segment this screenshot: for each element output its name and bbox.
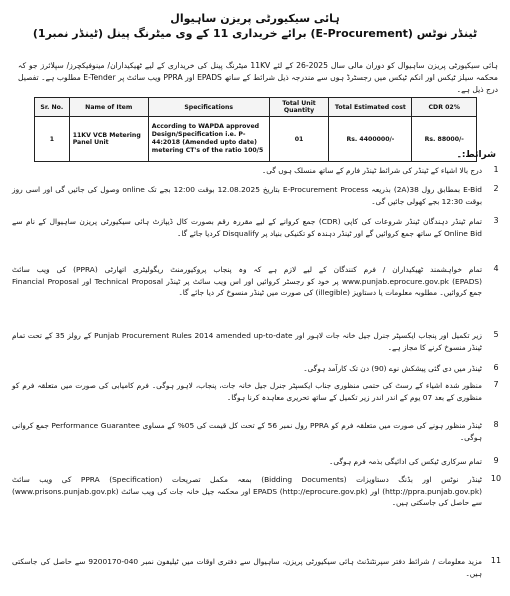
condition-text: ٹینڈر منظور ہونے کی صورت میں متعلقہ فرم کو PPRA رول نمبر 56 کے تحت کل قیمت کی 05% کے مساوی Performance Guarantee جمع کروانی ہوگی۔ [12,421,482,442]
condition-text: تمام خواہشمند ٹھیکیداران / فرم کنندگان کے لیے لازم ہے کہ وہ پنجاب پروکیورمنٹ ریگولیٹری اتھارٹی (PPRA) کی ویب سائٹ www.punjab.eprocure.gov.pk (EPADS) پر خود کو رجسٹر کروائیں اور اس ویب سائٹ پر ٹینڈر Technical Proposal اور Financial Proposal جمع کروائیں۔ مطلوبہ معلومات یا دستاویز (illegible) کی صورت میں ٹینڈر منسوخ کر دیا جائے گا۔ [12,265,482,297]
cell-item-name: 11KV VCB Metering Panel Unit [69,117,148,162]
col-cdr: CDR 02% [412,98,477,117]
col-specifications: Specifications [148,98,269,117]
condition-number: 7 [493,380,499,389]
condition-text: مزید معلومات / شرائط دفتر سپرنٹنڈنٹ ہائی سیکیورٹی پریزن، ساہیوال سے دفتری اوقات میں ٹیلیفون نمبر 040-9200170 سے حاصل کی جاسکتی ہیں۔ [12,557,483,578]
condition-number: 5 [493,330,499,339]
cell-sr: 1 [35,117,70,162]
office-title: ہائی سیکیورٹی پریزن ساہیوال [170,12,340,25]
conditions-heading: شرائط:۔ [456,150,496,160]
cell-estimated-cost: Rs. 4400000/- [329,117,412,162]
condition-number: 6 [493,363,499,372]
condition-number: 8 [493,420,499,429]
col-estimated-cost: Total Estimated cost [329,98,412,117]
table-row [35,117,477,162]
condition-text: تمام سرکاری ٹیکس کی ادائیگی بذمہ فرم ہوگی۔ [329,457,482,466]
cell-quantity: 01 [269,117,329,162]
condition-number: 11 [490,556,502,565]
cell-specification: According to WAPDA approved Design/Specification i.e. P-44:2018 (Amended upto date) metering CT's of the ratio 100/5 [148,117,269,162]
condition-text: تمام ٹینڈر دہندگان ٹینڈر شروعات کی کاپی (CDR) جمع کروانے کے لیے مقررہ رقم بصورت کال ڈیپازٹ ہائی سیکیورٹی پریزن ساہیوال کے نام سے Online Bid کے ساتھ جمع کروائیں گے اور ٹینڈر دہندہ کو تکنیکی بنیاد پر Disqualify کردیا جائے گا۔ [12,217,482,238]
condition-number: 1 [493,165,499,174]
condition-text: درج بالا اشیاء کے ٹینڈر کی شرائط ٹینڈر فارم کے ساتھ منسلک ہوں گی۔ [261,166,482,175]
col-sr: Sr. No. [35,98,70,117]
items-table [34,97,477,162]
condition-number: 10 [490,474,502,483]
col-item-name: Name of Item [69,98,148,117]
notice-title: ٹینڈر نوٹس (E-Procurement) برائے خریداری 11 کے وی میٹرنگ پینل (ٹینڈر نمبر1) [32,27,478,40]
condition-text: منظور شدہ اشیاء کے رسٹ کی حتمی منظوری جناب ایکسپٹر جنرل جیل خانہ جات، پنجاب، لاہور ہوگی۔ فرم کامیابی کی صورت میں متعلقہ فرم کو منظوری کے بعد 07 یوم کے اندر اندر زیر تکمیل کے ساتھ تحریری معاہدہ کرنا ہوگا۔ [12,381,482,402]
table-header-row [35,98,477,117]
condition-text: ٹینڈر میں دی گئی پیشکش نوے (90) دن تک کارآمد ہوگی۔ [303,364,482,373]
condition-number: 3 [493,216,499,225]
intro-paragraph: ہائی سیکیورٹی پریزن ساہیوال کو دوران مالی سال 2025-26 کے لئے 11KV میٹرنگ پینل کی خریداری کے لیے ٹھیکیداران/ مینوفیکچرز/ سپلائرز جو کہ محکمہ سیلز ٹیکس اور انکم ٹیکس میں رجسٹرڈ ہوں سے مندرجہ ذیل شرائط کے ساتھ EPADS اور PPRA ویب سائٹ پر E-Tender مطلوب ہے۔ تفصیل درج ذیل ہے۔ [18,61,499,94]
condition-number: 9 [493,456,499,465]
condition-text: ٹینڈر نوٹس اور بڈنگ دستاویزات (Bidding Documents) بمعہ مکمل تصریحات (Specification) PPRA کی ویب سائٹ (http://ppra.punjab.gov.pk) اور EPADS (http://eprocure.gov.pk) اور محکمہ جیل خانہ جات کی ویب سائٹ (www.prisons.punjab.gov.pk) سے حاصل کی جاسکتی ہیں۔ [12,475,482,507]
condition-text: E-Bid بمطابق رول 38(2A) بذریعہ E-Procurement Process بتاریخ 12.08.2025 بوقت 12:00 بجے تک online وصول کی جائیں گی اور اسی روز بوقت 12:30 بجے کھولی جائیں گی۔ [12,185,482,206]
cell-cdr: Rs. 88000/- [412,117,477,162]
condition-text: زیر تکمیل اور پنجاب ایکسپٹر جنرل جیل خانہ جات لاہور اور Punjab Procurement Rules 2014 amended up-to-date کے رولز 35 کے تحت تمام ٹینڈر منسوخ کرنے کا مجاز ہے۔ [12,331,482,352]
condition-number: 2 [493,184,499,193]
col-quantity: Total Unit Quantity [269,98,329,117]
condition-number: 4 [493,264,499,273]
